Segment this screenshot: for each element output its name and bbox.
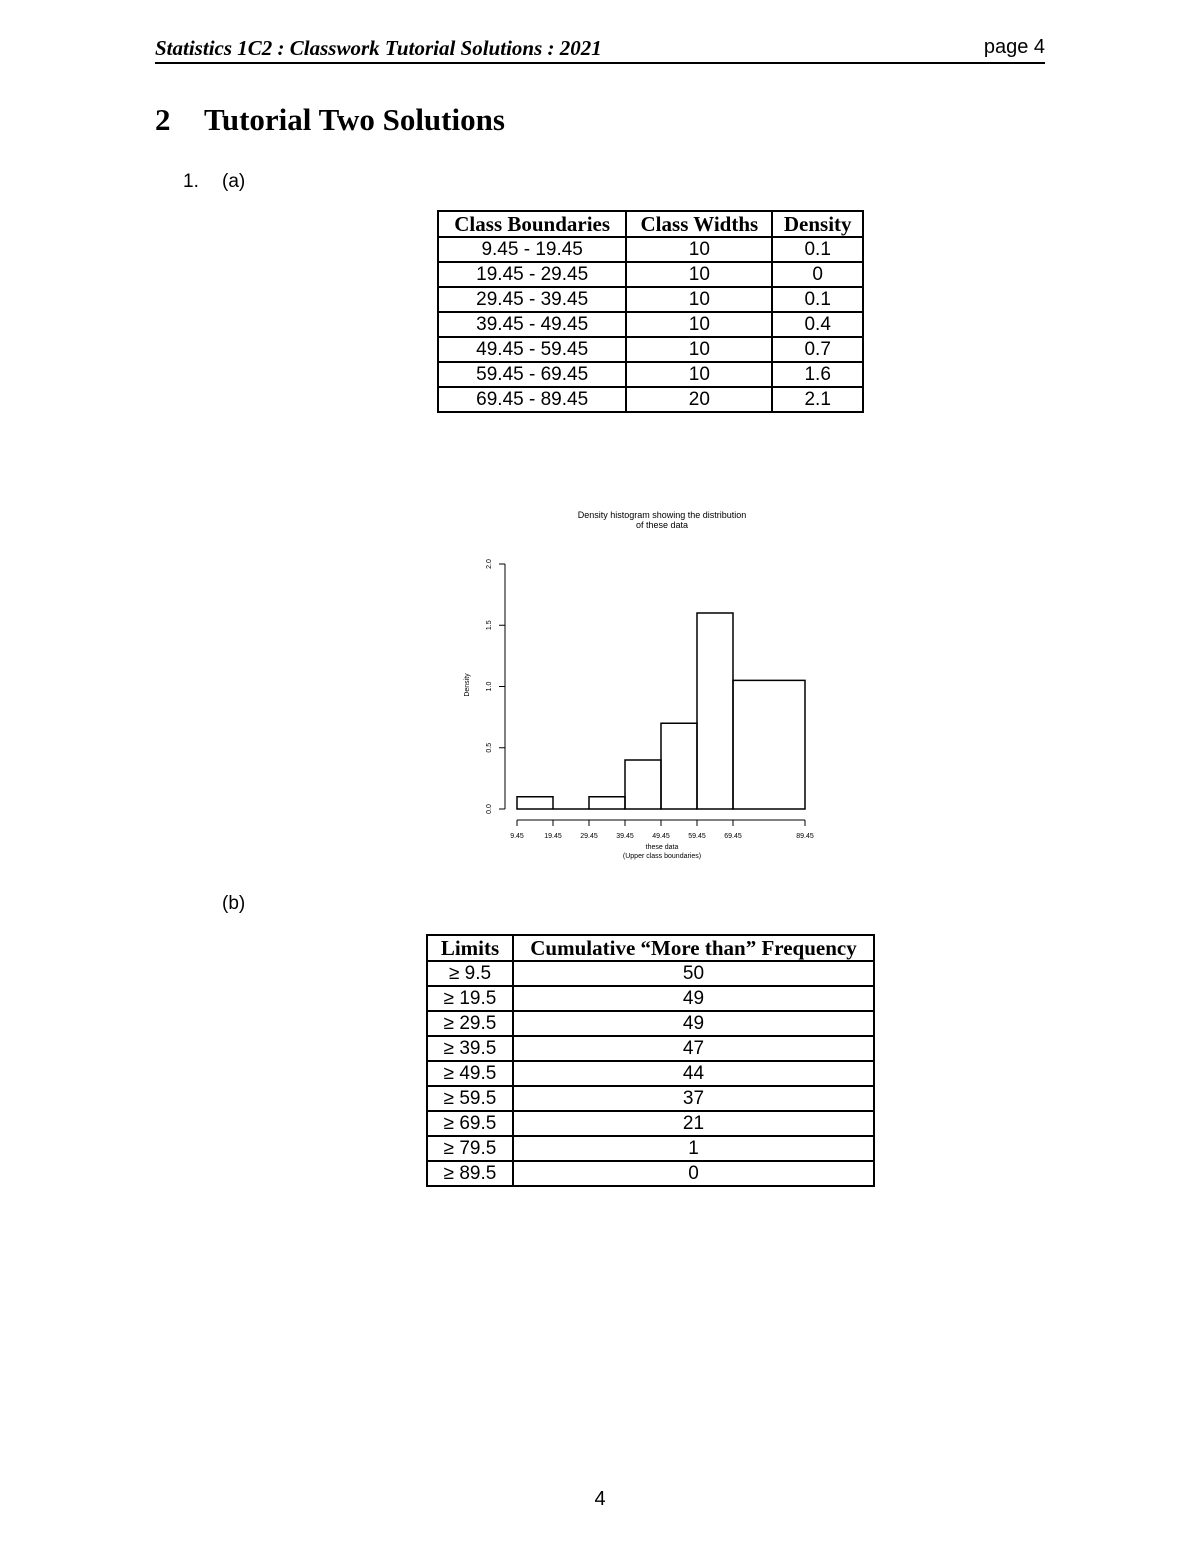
y-tick-label: 1.5: [486, 620, 493, 631]
table-row: [438, 337, 863, 362]
column-header: Density: [772, 211, 863, 237]
class-density-table: [437, 210, 864, 413]
table-row: [427, 1086, 874, 1111]
histogram-bar: [661, 723, 697, 809]
chart-x-axis-label: these data: [645, 844, 679, 851]
cell-class-width: 10: [626, 337, 772, 362]
cell-density: 0.7: [772, 337, 863, 362]
question-number: 1.: [183, 171, 199, 192]
table-row: [427, 986, 874, 1011]
table-row: [438, 362, 863, 387]
column-header: Limits: [427, 935, 513, 961]
x-tick-label: 49.45: [652, 833, 670, 840]
table-row: [427, 1061, 874, 1086]
y-tick-label: 0.5: [486, 742, 493, 753]
page-header: [155, 34, 1045, 64]
cell-limit: ≥ 9.5: [427, 961, 513, 986]
table-row: [427, 1161, 874, 1186]
column-header: Class Boundaries: [438, 211, 626, 237]
cell-class-width: 10: [626, 362, 772, 387]
y-tick-label: 1.0: [486, 681, 493, 692]
cell-class-boundaries: 39.45 - 49.45: [438, 312, 626, 337]
cell-density: 0: [772, 262, 863, 287]
chart-x-axis: [510, 820, 814, 840]
cell-density: 0.1: [772, 287, 863, 312]
table-header-row: [438, 211, 863, 237]
cell-class-boundaries: 29.45 - 39.45: [438, 287, 626, 312]
table-row: [427, 1036, 874, 1061]
chart-bars: [517, 613, 805, 809]
section-number: 2: [155, 102, 171, 137]
cell-density: 1.6: [772, 362, 863, 387]
cell-frequency: 44: [513, 1061, 874, 1086]
cell-class-boundaries: 49.45 - 59.45: [438, 337, 626, 362]
footer-page-number: 4: [594, 1488, 606, 1510]
chart-y-axis: [486, 559, 505, 814]
cell-limit: ≥ 39.5: [427, 1036, 513, 1061]
histogram-bar: [517, 797, 553, 809]
x-tick-label: 69.45: [724, 833, 742, 840]
table-row: [438, 287, 863, 312]
y-tick-label: 0.0: [486, 804, 493, 814]
x-tick-label: 9.45: [510, 833, 524, 840]
column-header: Class Widths: [626, 211, 772, 237]
table-header-row: [427, 935, 874, 961]
cell-frequency: 49: [513, 986, 874, 1011]
y-tick-label: 2.0: [486, 559, 493, 569]
table-row: [438, 262, 863, 287]
x-tick-label: 39.45: [616, 833, 634, 840]
table-row: [438, 237, 863, 262]
histogram-bar: [697, 613, 733, 809]
cell-class-width: 10: [626, 262, 772, 287]
section-title: [155, 102, 505, 138]
cell-frequency: 1: [513, 1136, 874, 1161]
cell-limit: ≥ 49.5: [427, 1061, 513, 1086]
header-title: Statistics 1C2 : Classwork Tutorial Solutions : 2021: [155, 36, 602, 60]
header-page-label: page 4: [983, 36, 1045, 58]
column-header: Cumulative “More than” Frequency: [513, 935, 874, 961]
cell-limit: ≥ 29.5: [427, 1011, 513, 1036]
table-row: [427, 1111, 874, 1136]
cell-class-boundaries: 19.45 - 29.45: [438, 262, 626, 287]
table-row: [427, 961, 874, 986]
x-tick-label: 29.45: [580, 833, 598, 840]
histogram-bar: [589, 797, 625, 809]
cell-density: 0.4: [772, 312, 863, 337]
part-b-label: (b): [222, 893, 246, 914]
table-row: [438, 312, 863, 337]
cell-density: 2.1: [772, 387, 863, 412]
histogram-bar: [625, 760, 661, 809]
histogram-bar: [733, 680, 805, 809]
cell-frequency: 47: [513, 1036, 874, 1061]
table-row: [427, 1011, 874, 1036]
part-a-label: (a): [222, 171, 246, 192]
section-title-text: Tutorial Two Solutions: [204, 102, 505, 137]
cell-limit: ≥ 69.5: [427, 1111, 513, 1136]
x-tick-label: 59.45: [688, 833, 706, 840]
chart-title-line-2: of these data: [635, 520, 689, 530]
cell-class-boundaries: 59.45 - 69.45: [438, 362, 626, 387]
cell-class-width: 10: [626, 287, 772, 312]
chart-title-line-1: Density histogram showing the distribution: [577, 510, 747, 520]
x-tick-label: 19.45: [544, 833, 562, 840]
cell-limit: ≥ 79.5: [427, 1136, 513, 1161]
cell-limit: ≥ 19.5: [427, 986, 513, 1011]
cell-class-boundaries: 69.45 - 89.45: [438, 387, 626, 412]
cell-frequency: 0: [513, 1161, 874, 1186]
cell-class-width: 20: [626, 387, 772, 412]
cell-class-boundaries: 9.45 - 19.45: [438, 237, 626, 262]
table-row: [427, 1136, 874, 1161]
cell-limit: ≥ 59.5: [427, 1086, 513, 1111]
cumulative-frequency-table: [426, 934, 875, 1187]
cell-density: 0.1: [772, 237, 863, 262]
table-row: [438, 387, 863, 412]
chart-x-axis-sublabel: (Upper class boundaries): [622, 853, 702, 860]
cell-frequency: 49: [513, 1011, 874, 1036]
x-tick-label: 89.45: [796, 833, 814, 840]
cell-limit: ≥ 89.5: [427, 1161, 513, 1186]
cell-frequency: 37: [513, 1086, 874, 1111]
cell-class-width: 10: [626, 237, 772, 262]
cell-frequency: 21: [513, 1111, 874, 1136]
chart-y-axis-label: Density: [464, 673, 471, 697]
cell-class-width: 10: [626, 312, 772, 337]
cell-frequency: 50: [513, 961, 874, 986]
density-histogram: [440, 500, 840, 870]
